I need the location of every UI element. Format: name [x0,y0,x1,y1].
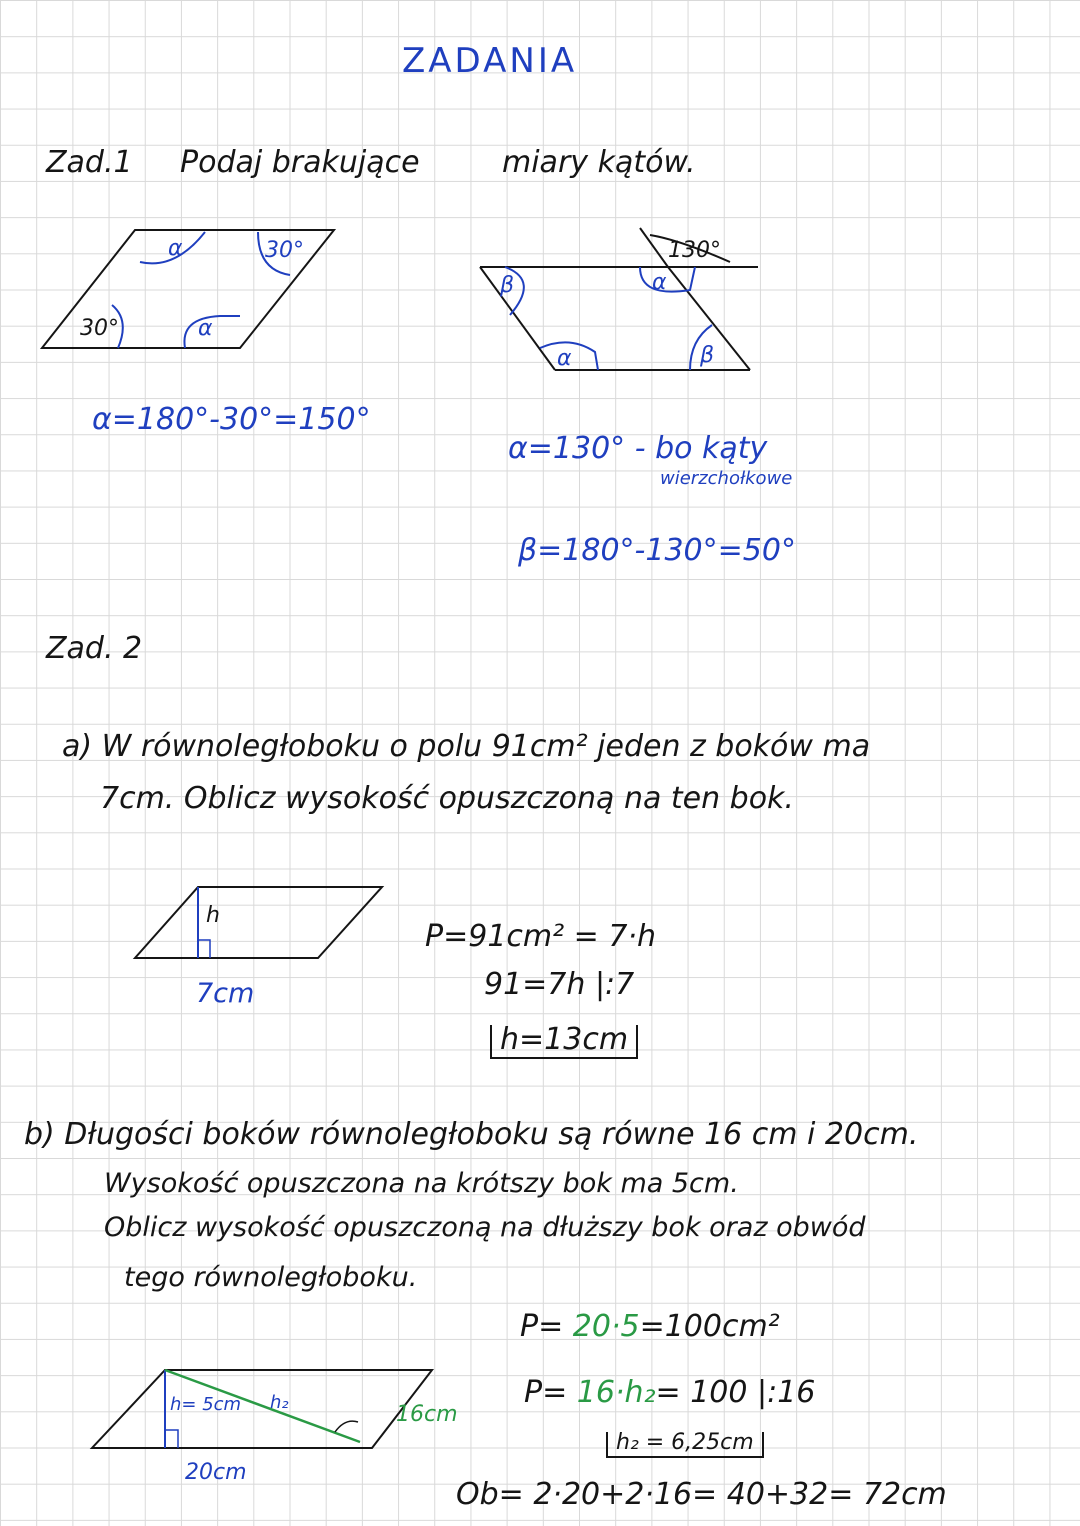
task2b-calc2 [524,1375,816,1410]
fig2-beta2: β [700,343,715,368]
right-angle-b2 [335,1421,358,1432]
task2b-line3: Oblicz wysokość opuszczoną na dłuższy bok oraz obwód [104,1212,866,1243]
task2b-calc1-pre: P= [520,1309,573,1344]
task1-solution-2c: β=180°-130°=50° [518,533,796,568]
task2b-calc1-post: =100cm² [639,1309,780,1344]
task2b-calc2-pre: P= [524,1375,577,1410]
task1-prompt: Podaj brakujące [180,145,420,180]
fig1-alpha: α [168,236,183,261]
task2b-calc1 [520,1309,780,1344]
task1-label: Zad.1 [46,145,133,180]
task2b-calc4: Ob= 2·20+2·16= 40+32= 72cm [456,1477,947,1512]
fig2-extension [640,228,668,267]
fig2-alpha2: α [557,346,572,371]
task2a-line2: 7cm. Oblicz wysokość opuszczoną na ten bok. [100,781,794,816]
task2a-fig-base: 7cm [196,978,255,1009]
task2b-calc2-post: = 100 |:16 [655,1375,816,1410]
task2b-fig-h2: h₂ [270,1392,289,1413]
task2b-calc3: h₂ = 6,25cm [606,1432,764,1458]
fig2-alpha: α [652,270,667,295]
fig2-left-side [480,267,555,370]
task2b-fig-base: 20cm [185,1460,247,1485]
fig2-angle-ext: 130° [668,238,721,263]
page-title: ZADANIA [402,41,578,81]
task1-solution-1: α=180°-30°=150° [92,402,371,437]
task2b-line2: Wysokość opuszczona na krótszy bok ma 5cm. [104,1168,739,1199]
task2b-calc1-green: 20·5 [572,1309,640,1344]
task2a-line1: a) W równoległoboku o polu 91cm² jeden z boków ma [62,729,871,764]
task2-label: Zad. 2 [46,631,143,666]
fig2-beta: β [500,273,515,298]
task2a-calc3: h=13cm [490,1025,638,1059]
angle-arc-2b [640,267,695,295]
parallelogram-3 [135,887,382,958]
task2a-calc1: P=91cm² = 7·h [425,919,656,954]
task1-solution-2a: α=130° - bo kąty [508,431,768,466]
task1-solution-2b: wierzchołkowe [660,468,793,489]
parallelogram-4 [92,1370,432,1448]
fig1-alpha2: α [198,316,213,341]
task2a-calc2: 91=7h |:7 [484,967,635,1002]
task2b-line4: tego równoległoboku. [124,1262,418,1293]
task2b-fig-h1: h= 5cm [170,1394,242,1415]
task2b-line1: b) Długości boków równoległoboku są równe 16 cm i 20cm. [24,1117,919,1152]
task2b-fig-side: 16cm [396,1402,458,1427]
fig1-angle-right: 30° [265,238,304,263]
task2a-fig-h: h [206,903,220,928]
right-angle-a [198,940,210,958]
fig1-angle-left: 30° [80,316,119,341]
task2b-calc2-green: 16·h₂ [576,1375,656,1410]
task1-prompt-cont: miary kątów. [502,145,696,180]
right-angle-b [165,1430,178,1448]
